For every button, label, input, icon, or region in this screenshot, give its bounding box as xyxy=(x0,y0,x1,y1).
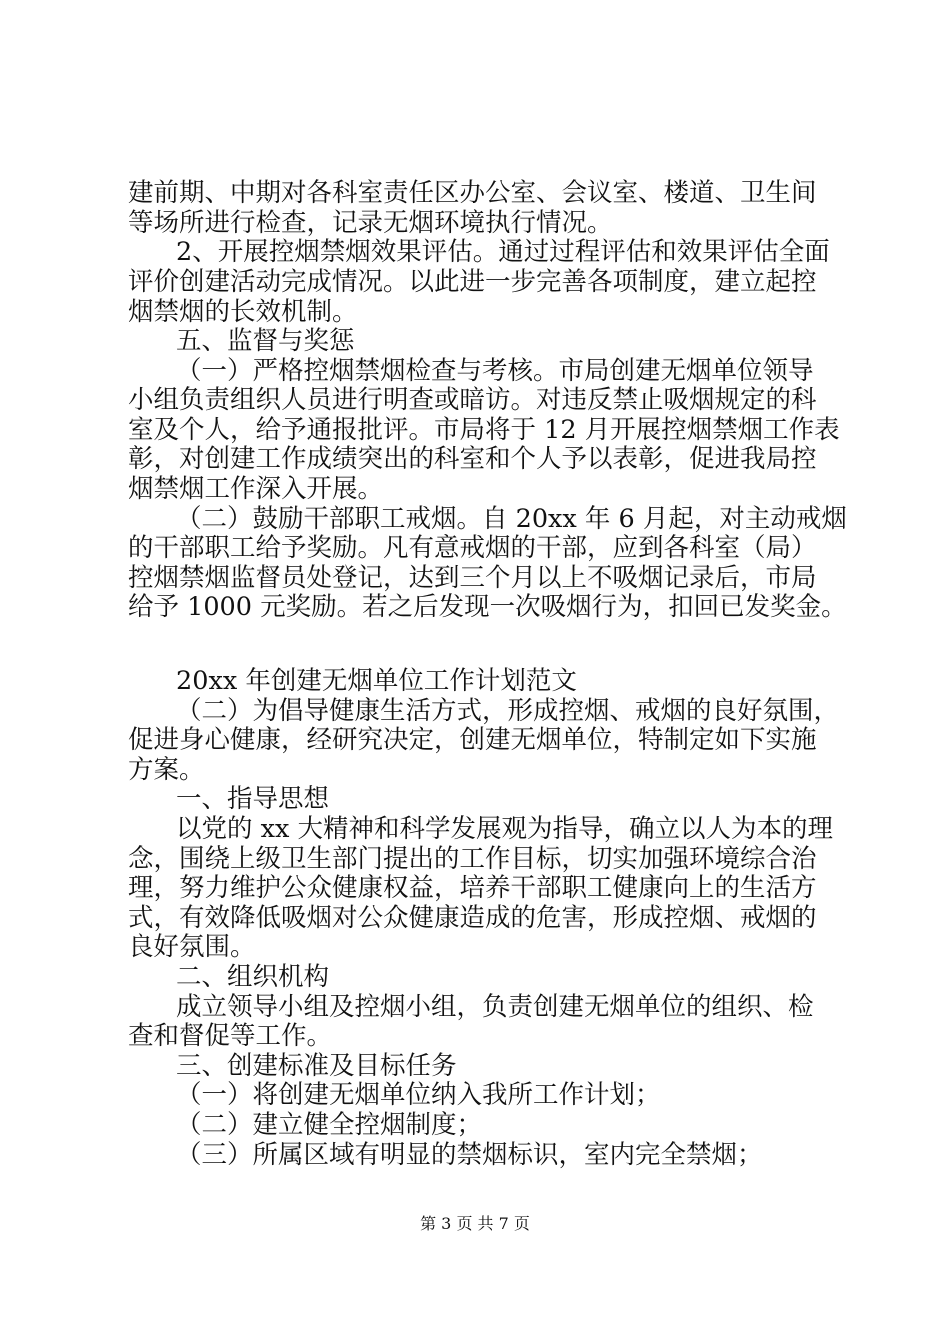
text-line: 建前期、中期对各科室责任区办公室、会议室、楼道、卫生间 xyxy=(128,178,817,208)
section-heading: 五、监督与奖惩 xyxy=(176,326,355,356)
text-line: 烟禁烟的长效机制。 xyxy=(128,297,358,327)
text-line: 促进身心健康，经研究决定，创建无烟单位，特制定如下实施 xyxy=(128,725,817,755)
text-line: 理，努力维护公众健康权益，培养干部职工健康向上的生活方 xyxy=(128,873,817,903)
text-line: （二）鼓励干部职工戒烟。自 20xx 年 6 月起，对主动戒烟 xyxy=(176,504,847,534)
text-line: 室及个人，给予通报批评。市局将于 12 月开展控烟禁烟工作表 xyxy=(128,415,840,445)
text-line: 成立领导小组及控烟小组，负责创建无烟单位的组织、检 xyxy=(176,992,814,1022)
text-line: 2、开展控烟禁烟效果评估。通过过程评估和效果评估全面 xyxy=(176,237,830,267)
text-line: （二）为倡导健康生活方式，形成控烟、戒烟的良好氛围， xyxy=(176,696,840,726)
list-item: （二）建立健全控烟制度； xyxy=(176,1110,483,1140)
list-item: （一）将创建无烟单位纳入我所工作计划； xyxy=(176,1080,661,1110)
text-line: 方案。 xyxy=(128,755,205,785)
text-line: 的干部职工给予奖励。凡有意戒烟的干部，应到各科室（局） xyxy=(128,533,817,563)
text-line: 评价创建活动完成情况。以此进一步完善各项制度，建立起控 xyxy=(128,267,817,297)
document-title: 20xx 年创建无烟单位工作计划范文 xyxy=(176,666,577,696)
text-line: 念，围绕上级卫生部门提出的工作目标，切实加强环境综合治 xyxy=(128,844,817,874)
text-line: 控烟禁烟监督员处登记，达到三个月以上不吸烟记录后，市局 xyxy=(128,563,817,593)
section-heading: 三、创建标准及目标任务 xyxy=(176,1051,457,1081)
text-line: 式，有效降低吸烟对公众健康造成的危害，形成控烟、戒烟的 xyxy=(128,903,817,933)
text-line: 给予 1000 元奖励。若之后发现一次吸烟行为，扣回已发奖金。 xyxy=(128,592,847,622)
text-line: 良好氛围。 xyxy=(128,932,256,962)
section-heading: 二、组织机构 xyxy=(176,962,330,992)
page-number-footer: 第 3 页 共 7 页 xyxy=(420,1214,530,1233)
section-heading: 一、指导思想 xyxy=(176,784,330,814)
text-line: 烟禁烟工作深入开展。 xyxy=(128,474,384,504)
text-line: 彰，对创建工作成绩突出的科室和个人予以表彰，促进我局控 xyxy=(128,444,817,474)
text-line: 小组负责组织人员进行明查或暗访。对违反禁止吸烟规定的科 xyxy=(128,385,817,415)
text-line: 以党的 xx 大精神和科学发展观为指导，确立以人为本的理 xyxy=(176,814,833,844)
text-line: 查和督促等工作。 xyxy=(128,1021,333,1051)
list-item: （三）所属区域有明显的禁烟标识，室内完全禁烟； xyxy=(176,1140,763,1170)
text-line: 等场所进行检查，记录无烟环境执行情况。 xyxy=(128,208,613,238)
text-line: （一）严格控烟禁烟检查与考核。市局创建无烟单位领导 xyxy=(176,356,814,386)
